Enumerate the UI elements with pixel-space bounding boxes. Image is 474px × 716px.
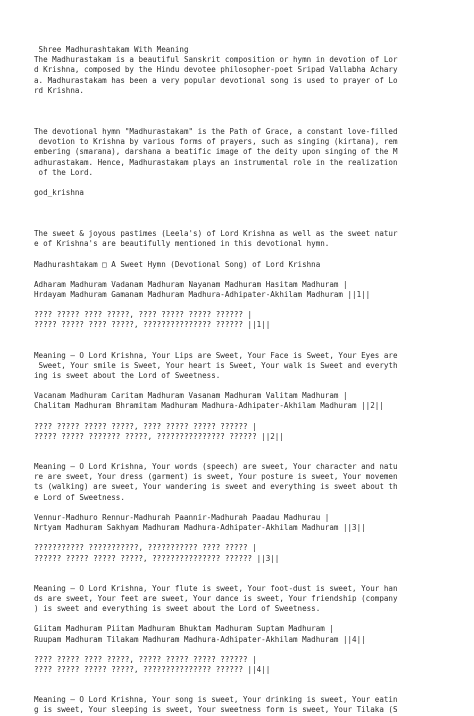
verse-native-text: ???? ????? ???? ?????, ????? ????? ????? ?????? | ???? ????? ????? ?????, ??????????????? ?????? ||4|| [34,654,271,674]
path-of-grace-paragraph: The devotional hymn "Madhurastakam" is the Path of Grace, a constant love-filled devotion to Krishna by various forms of prayers, such as singing (kirtana), rem embering (smarana), darshana a beatific image of the deity upon singing of the M adhurastakam. Hence, Madhurastakam plays an instrumental role in the realization of the Lord. [34,127,398,177]
verse-native-text: ??????????? ???????????, ??????????? ???? ????? | ?????? ????? ????? ?????, ??????????????? ?????? ||3|| [34,543,280,563]
verse-meaning: Meaning – O Lord Krishna, Your song is sweet, Your drinking is sweet, Your eatin g is sweet, Your sleeping is sweet, Your sweetness form is sweet, Your Tilaka (S [34,695,398,715]
verse-4 [34,624,466,715]
verse-meaning: Meaning – O Lord Krishna, Your words (speech) are sweet, Your character and natu re are sweet, Your dress (garment) is sweet, Your posture is sweet, Your movemen ts (walking) are sweet, Your wandering is sweet and everything is sweet about th e Lord of Sweetness. [34,462,398,502]
verse-meaning: Meaning – O Lord Krishna, Your Lips are Sweet, Your Face is Sweet, Your Eyes are Sweet, Your smile is Sweet, Your heart is Sweet, Your walk is Sweet and everyth ing is sweet about the Lord of Sweetness. [34,350,398,381]
verse-3 [34,513,466,614]
verse-meaning: Meaning – O Lord Krishna, Your flute is sweet, Your foot-dust is sweet, Your han ds are sweet, Your feet are sweet, Your dance is sweet, Your friendship (company ) is sweet and everything is sweet about the Lord of Sweetness. [34,583,398,614]
verse-native-text: ???? ????? ????? ?????, ???? ????? ????? ?????? | ????? ????? ??????? ?????, ??????????????? ?????? ||2|| [34,421,284,441]
verse-transliteration: Giitam Madhuram Piitam Madhuram Bhuktam Madhuram Suptam Madhuram | Ruupam Madhuram Tilakam Madhuram Madhura-Adhipater-Akhilam Madhuram ||4|| [34,624,366,644]
intro-paragraph: The Madhurastakam is a beautiful Sanskrit composition or hymn in devotion of Lor d Krishna, composed by the Hindu devotee philosopher-poet Sripad Vallabha Achary a. Madhurastakam has been a very popular devotional song is used to prayer of Lo rd Krishna. [34,55,398,95]
verse-transliteration: Vennur-Madhuro Rennur-Madhurah Paannir-Madhurah Paadau Madhurau | Nrtyam Madhuram Sakhyam Madhuram Madhura-Adhipater-Akhilam Madhuram ||3|| [34,512,366,533]
verse-transliteration: Vacanam Madhuram Caritam Madhuram Vasanam Madhuram Valitam Madhuram | Chalitam Madhuram Bhramitam Madhuram Madhura-Adhipater-Akhilam Madhuram ||2|| [34,391,384,411]
hymn-subtitle: Madhurashtakam □ A Sweet Hymn (Devotional Song) of Lord Krishna [34,259,321,269]
verse-1 [34,280,466,381]
pastimes-paragraph: The sweet & joyous pastimes (Leela's) of Lord Krishna as well as the sweet natur e of Krishna's are beautifully mentioned in this devotional hymn. [34,229,398,249]
verse-2 [34,391,466,503]
image-alt-text: god_krishna [34,188,84,198]
verse-native-text: ???? ????? ???? ?????, ???? ????? ????? ?????? | ????? ????? ???? ?????, ??????????????? ?????? ||1|| [34,310,271,330]
verse-transliteration: Adharam Madhuram Vadanam Madhuram Nayanam Madhuram Hasitam Madhuram | Hrdayam Madhuram Gamanam Madhuram Madhura-Adhipater-Akhilam Madhuram ||1|| [34,279,371,300]
document-title: Shree Madhurashtakam With Meaning [34,45,189,54]
